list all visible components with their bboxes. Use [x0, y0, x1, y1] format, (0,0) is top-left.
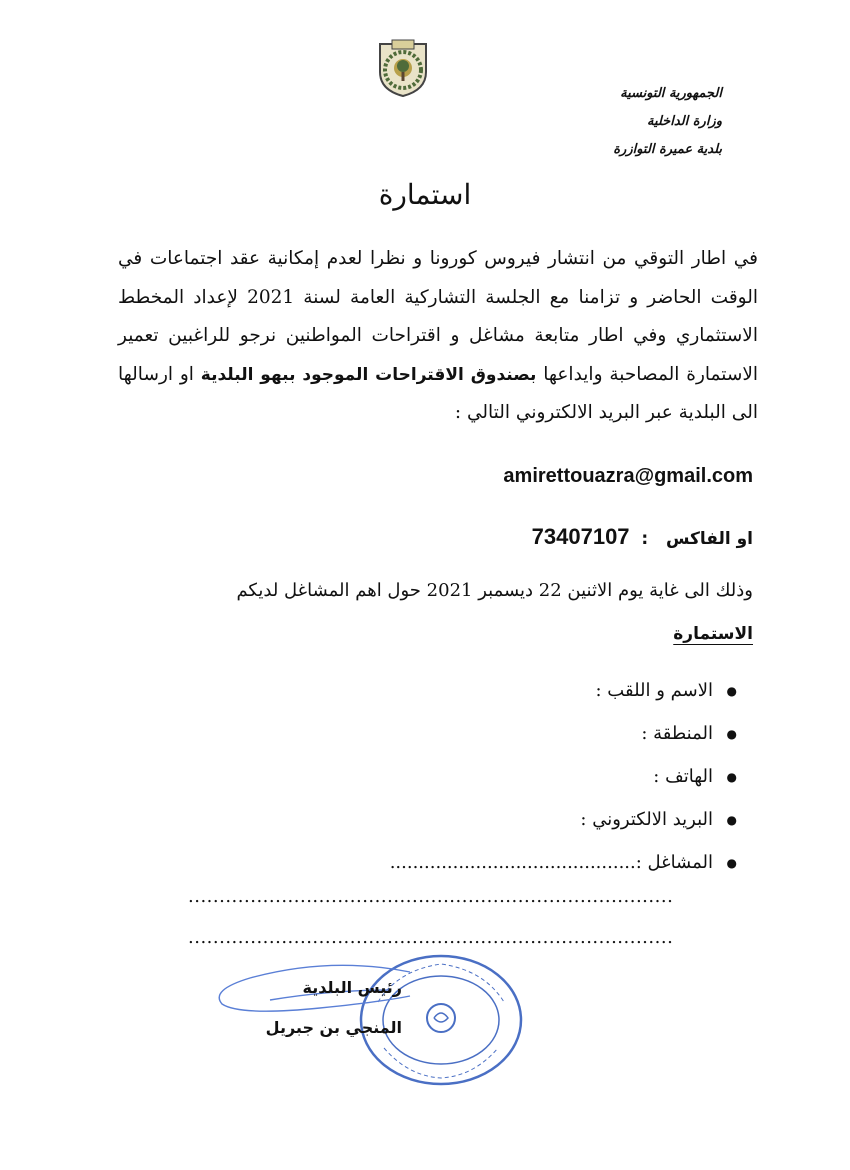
form-section-title: الاستمارة — [673, 624, 753, 644]
field-region: ● المنطقة : — [173, 719, 733, 762]
field-phone: ● الهاتف : — [173, 762, 733, 805]
form-fields-list — [173, 676, 733, 891]
field-concerns: ● المشاغل :........................................... — [173, 848, 733, 891]
intro-text-start: في اطار التوقي من انتشار فيروس كورونا و نظرا لعدم إمكانية عقد اجتماعات في الوقت الحاضر و تزامنا مع الجلسة التشاركية العامة لسنة 2021 لإعداد المخطط الاستثماري وفي اطار متابعة مشاغل و اقتراحات المواطنين نرجو للراغبين تعمير الاستمارة المصاحبة وايداعها — [118, 248, 759, 385]
country-name: الجمهورية التونسية — [620, 86, 722, 101]
intro-paragraph — [118, 240, 758, 433]
municipality-name: بلدية عميرة التوازرة — [613, 142, 722, 157]
field-full-name: ● الاسم و اللقب : — [173, 676, 733, 719]
deadline-text: وذلك الى غاية يوم الاثنين 22 ديسمبر 2021 حول اهم المشاغل لديكم — [236, 580, 753, 601]
signatory-title: رئيس البلدية — [302, 978, 402, 997]
fax-label: او الفاكس — [665, 529, 753, 549]
letterhead — [502, 80, 722, 164]
dotted-line: .............................................................................. — [188, 927, 674, 948]
contact-email: amirettouazra@gmail.com — [503, 465, 753, 487]
municipality-emblem — [372, 38, 434, 100]
field-email: ● البريد الالكتروني : — [173, 805, 733, 848]
fax-line: او الفاكس : 73407107 — [531, 524, 753, 549]
dotted-line: .............................................................................. — [188, 886, 674, 907]
ministry-name: وزارة الداخلية — [646, 114, 722, 129]
intro-text-end: او ارسالها الى البلدية عبر البريد الالكتروني التالي : — [118, 363, 758, 423]
signatory-name: المنجي بن جبريل — [265, 1018, 402, 1037]
intro-bold-location: بصندوق الاقتراحات الموجود ببهو البلدية — [200, 364, 537, 385]
page-title: استمارة — [378, 178, 472, 211]
fax-number: 73407107 — [531, 524, 630, 549]
